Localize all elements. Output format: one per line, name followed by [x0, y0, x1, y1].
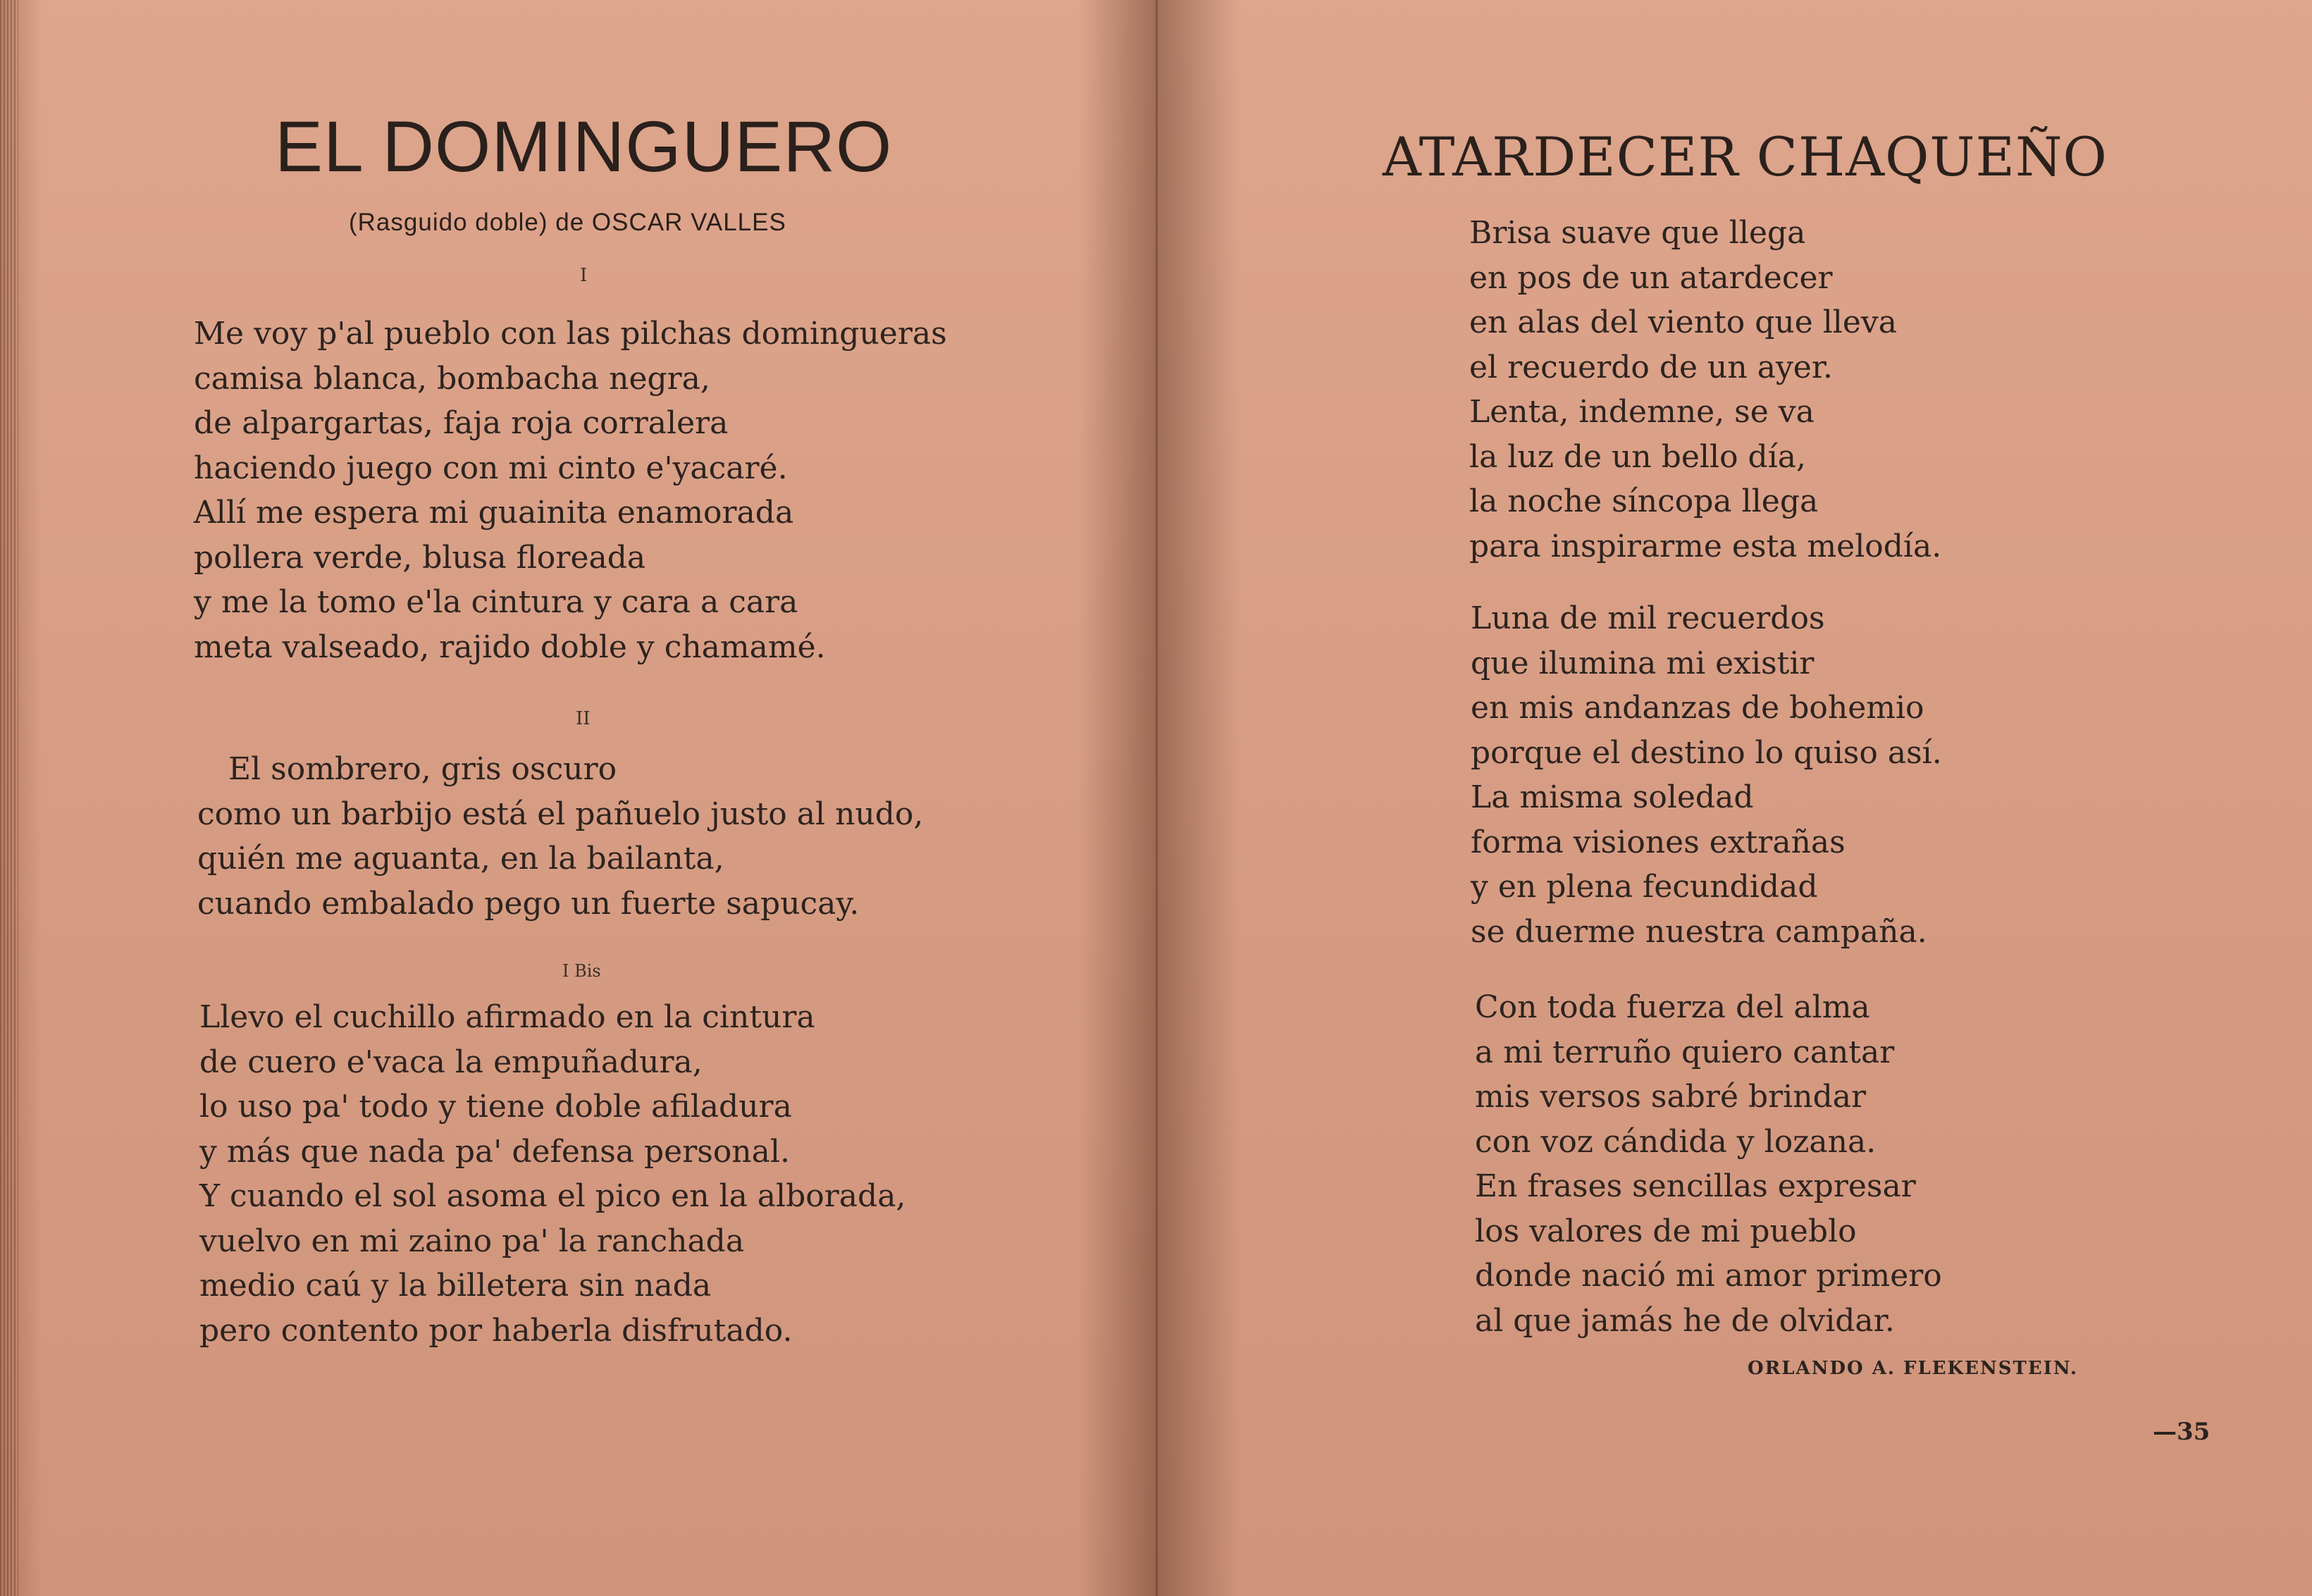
poem-title-el-dominguero: EL DOMINGUERO: [275, 106, 893, 187]
verse-line: se duerme nuestra campaña.: [1471, 913, 1927, 950]
verse-line: Con toda fuerza del alma: [1475, 989, 1870, 1025]
verse-line: en mis andanzas de bohemio: [1471, 690, 1924, 726]
verse-line: para inspirarme esta melodía.: [1469, 528, 1942, 564]
verse-line: medio caú y la billetera sin nada: [199, 1268, 712, 1304]
verse-line: los valores de mi pueblo: [1475, 1213, 1857, 1249]
verse-line: Luna de mil recuerdos: [1471, 600, 1825, 636]
section-mark-i: I: [580, 265, 588, 286]
poem-title-atardecer-chaqueno: ATARDECER CHAQUEÑO: [1383, 125, 2108, 188]
verse-line: Me voy p'al pueblo con las pilchas domingueras: [194, 316, 947, 352]
verse-line: que ilumina mi existir: [1471, 645, 1815, 681]
verse-line: quién me aguanta, en la bailanta,: [197, 841, 724, 877]
verse-line: pollera verde, blusa floreada: [194, 539, 646, 576]
verse-line: como un barbijo está el pañuelo justo al nudo,: [197, 796, 924, 832]
verse-line: la luz de un bello día,: [1469, 438, 1807, 475]
verse-line: Allí me espera mi guainita enamorada: [194, 495, 794, 531]
stanza-1: [1469, 211, 1941, 569]
section-mark-ii: II: [576, 708, 591, 729]
verse-line: haciendo juego con mi cinto e'yacaré.: [194, 450, 788, 486]
verse-line: mis versos sabré brindar: [1475, 1079, 1867, 1115]
verse-line: con voz cándida y lozana.: [1475, 1123, 1877, 1160]
verse-line: camisa blanca, bombacha negra,: [194, 360, 710, 397]
verse-line: meta valseado, rajido doble y chamamé.: [194, 629, 826, 665]
verse-line: la noche síncopa llega: [1469, 483, 1819, 519]
section-mark-i-bis: I Bis: [562, 961, 601, 981]
verse-line: forma visiones extrañas: [1471, 824, 1846, 860]
verse-line: Lenta, indemne, se va: [1469, 394, 1815, 430]
verse-line: de cuero e'vaca la empuñadura,: [199, 1044, 703, 1080]
verse-line: a mi terruño quiero cantar: [1475, 1034, 1895, 1070]
page-number: —35: [2153, 1418, 2211, 1446]
verse-line: porque el destino lo quiso así.: [1471, 734, 1942, 771]
stanza-2: [1471, 596, 1942, 954]
stanza-i-bis: [199, 995, 905, 1353]
verse-line: en alas del viento que lleva: [1469, 304, 1897, 340]
verse-line: y más que nada pa' defensa personal.: [199, 1133, 790, 1170]
verse-line: cuando embalado pego un fuerte sapucay.: [197, 885, 860, 922]
verse-line: En frases sencillas expresar: [1475, 1168, 1916, 1204]
verse-line: al que jamás he de olvidar.: [1475, 1302, 1895, 1339]
verse-line: el recuerdo de un ayer.: [1469, 349, 1834, 385]
verse-line: pero contento por haberla disfrutado.: [199, 1312, 793, 1349]
verse-line: Y cuando el sol asoma el pico en la alborada,: [199, 1178, 906, 1214]
verse-line: lo uso pa' todo y tiene doble afiladura: [199, 1089, 792, 1125]
poem-author: ORLANDO A. FLEKENSTEIN.: [1748, 1358, 2078, 1379]
verse-line: vuelvo en mi zaino pa' la ranchada: [199, 1223, 745, 1259]
poem-subtitle: (Rasguido doble) de OSCAR VALLES: [349, 209, 786, 236]
verse-line: y me la tomo e'la cintura y cara a cara: [194, 584, 798, 620]
verse-line: y en plena fecundidad: [1471, 869, 1818, 905]
stanza-i: [194, 311, 947, 669]
stanza-3: [1475, 985, 1942, 1343]
verse-line: La misma soledad: [1471, 779, 1754, 815]
verse-line: en pos de un atardecer: [1469, 259, 1833, 296]
verse-line: de alpargartas, faja roja corralera: [194, 405, 729, 441]
verse-line: donde nació mi amor primero: [1475, 1258, 1942, 1294]
verse-line: Brisa suave que llega: [1469, 215, 1806, 251]
verse-line: Llevo el cuchillo afirmado en la cintura: [199, 999, 815, 1035]
verse-line: El sombrero, gris oscuro: [228, 751, 617, 787]
stanza-ii: [197, 747, 923, 926]
